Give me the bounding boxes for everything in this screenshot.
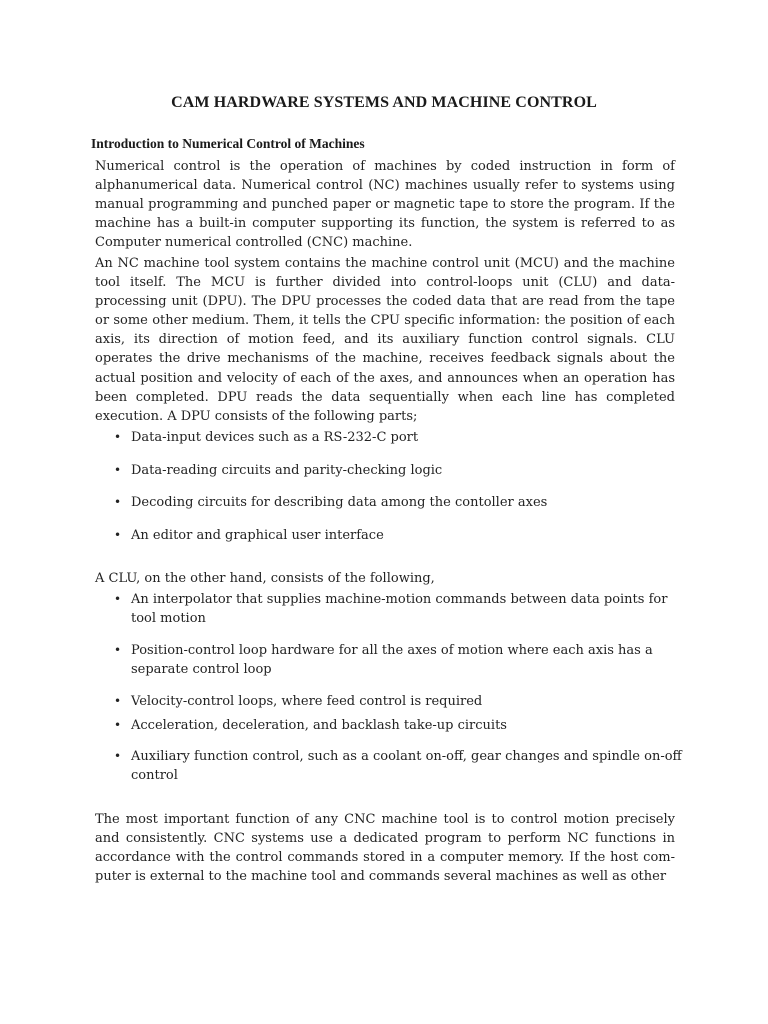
list-item-text: Data-input devices such as a RS-232-C port — [131, 430, 419, 445]
bullet-icon: • — [114, 495, 122, 509]
list-item-text: Acceleration, deceleration, and backlash take-up circuits — [131, 718, 507, 733]
list-item — [113, 716, 696, 735]
bullet-icon: • — [114, 592, 122, 606]
list-item-text: An interpolator that supplies machine-motion commands between data points for tool motion — [131, 592, 668, 627]
list-item — [113, 461, 696, 480]
bullet-icon: • — [114, 528, 122, 542]
bullet-icon: • — [114, 749, 122, 763]
list-item-text: Velocity-control loops, where feed control is required — [131, 694, 483, 709]
bullet-icon: • — [114, 430, 122, 444]
list-item-text: Auxiliary function control, such as a coolant on-off, gear changes and spindle on-off control — [131, 749, 682, 784]
list-item — [113, 641, 696, 679]
list-item — [113, 428, 696, 447]
list-item-text: Decoding circuits for describing data among the contoller axes — [131, 495, 548, 510]
list-item — [113, 747, 696, 785]
list-item-text: Position-control loop hardware for all the axes of motion where each axis has a separate control loop — [131, 643, 653, 678]
cnc-paragraph: The most important function of any CNC machine tool is to control motion precisely and consistently. CNC systems use a dedicated program to perform NC functions in accordance with the control commands stored in a computer memory. If the host computer is external to the machine tool and commands several machines as well as other — [95, 812, 675, 885]
list-item — [113, 692, 696, 711]
section-heading: Introduction to Numerical Control of Machines — [91, 136, 365, 151]
bullet-icon: • — [114, 694, 122, 708]
list-item — [113, 526, 696, 545]
list-item-text: An editor and graphical user interface — [131, 528, 384, 543]
list-item — [113, 493, 696, 512]
list-item-text: Data-reading circuits and parity-checking logic — [131, 463, 443, 478]
list-item — [113, 590, 696, 628]
intro-paragraph: Numerical control is the operation of machines by coded instruction in form of alphanumerical data. Numerical control (NC) machines usually refer to systems using manual programming and punched paper or magnetic tape to store the program. If the machine has a built-in computer supporting its function, the system is referred to as Computer numerical controlled (CNC) machine. — [95, 159, 675, 251]
mcu-paragraph: An NC machine tool system contains the machine control unit (MCU) and the machine tool itself. The MCU is further divided into control-loops unit (CLU) and data-processing unit (DPU). The DPU processes the coded data that are read from the tape or some other medium. Them, it tells the CPU specific information: the position of each axis, its direction of motion feed, and its auxiliary function control signals. CLU operates the drive mechanisms of the machine, receives feedback signals about the actual position and velocity of each of the axes, and announces when an operation has been completed. DPU reads the data sequentially when each line has completed execution. A DPU consists of the following parts; — [95, 256, 675, 424]
bullet-icon: • — [114, 643, 122, 657]
clu-intro: A CLU, on the other hand, consists of the following, — [95, 571, 435, 586]
document-title: CAM HARDWARE SYSTEMS AND MACHINE CONTROL — [171, 94, 597, 111]
bullet-icon: • — [114, 463, 122, 477]
bullet-icon: • — [114, 718, 122, 732]
